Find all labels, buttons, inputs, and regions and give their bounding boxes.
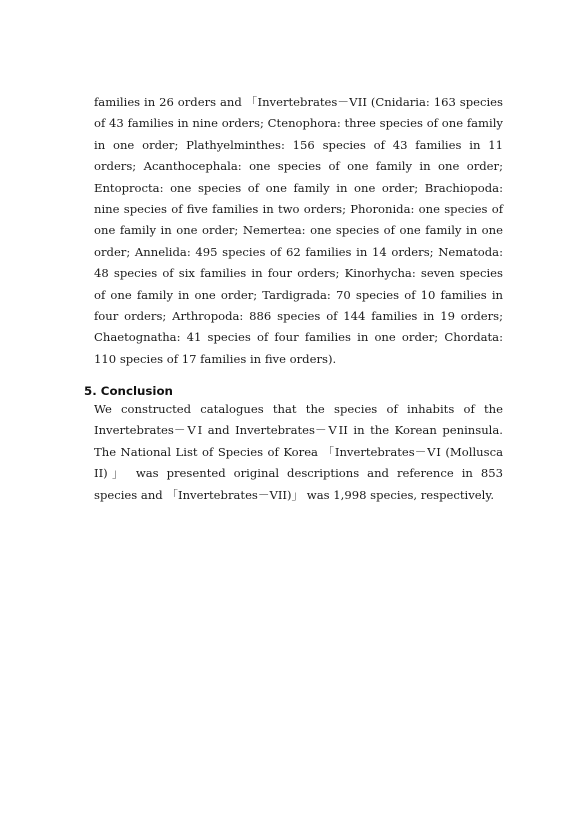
- conclusion-paragraph: We constructed catalogues that the species of inhabits of the Invertebrates－ⅤI and Invertebrates－ⅤII in the Korean peninsula. The National List of Species of Korea 「Invertebrates－ⅤI (Mollusca II)」 was presented original descriptions and reference in 853 species and 「Invertebrates－ⅤII)」 was 1,998 species, respectively.: [94, 402, 503, 502]
- continuation-paragraph: families in 26 orders and 「Invertebrates－ⅤII (Cnidaria: 163 species of 43 families in nine orders; Ctenophora: three species of one family in one order; Plathyelminthes: 156 species of 43 families in 11 orders; Acanthocephala: one species of one family in one order; Entoproctа: one species of one family in one order; Brachiopoda: nine species of five families in two orders; Phoronida: one species of one family in one order; Nemertea: one species of one family in one order; Annelida: 495 species of 62 families in 14 orders; Nematoda: 48 species of six families in four orders; Kinorhycha: seven species of one family in one order; Tardigrada: 70 species of 10 families in four orders; Arthropoda: 886 species of 144 families in 19 orders; Chaetognatha: 41 species of four families in one order; Chordata: 110 species of 17 families in five orders).: [94, 95, 503, 366]
- section-heading: 5. Conclusion: [84, 384, 173, 398]
